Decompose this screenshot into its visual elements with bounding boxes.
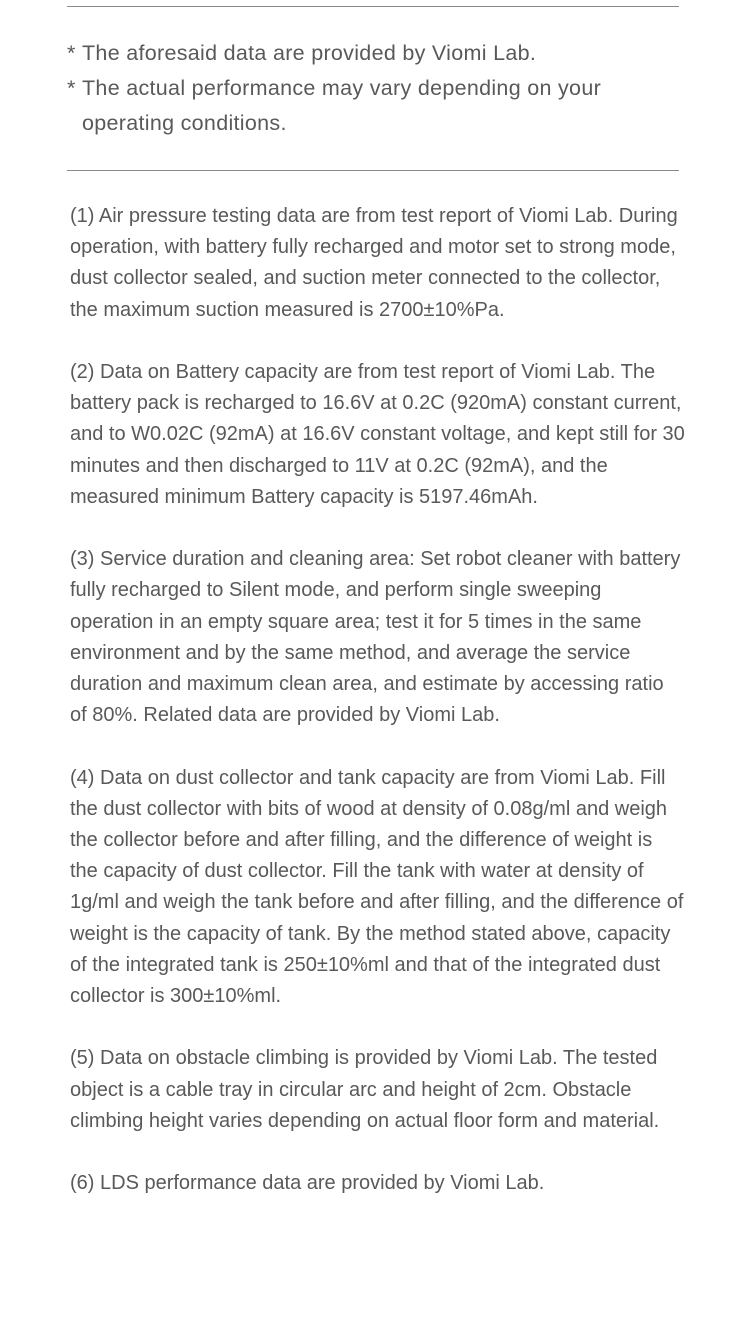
asterisk-marker: * (67, 41, 76, 65)
footnote-lds-performance: (6) LDS performance data are provided by Viomi Lab. (70, 1172, 545, 1195)
disclaimer-notes (67, 36, 679, 141)
top-divider (67, 6, 679, 7)
disclaimer-note (67, 71, 679, 141)
footnotes-section (70, 201, 685, 1231)
section-divider (67, 170, 679, 171)
footnote-service-duration: (3) Service duration and cleaning area: Set robot cleaner with battery fully recharged to Silent mode, and perform single sweeping operation in an empty square area; test it for 5 times in the same environment and by the same method, and average the service duration and maximum clean area, and estimate by accessing ratio of 80%. Related data are provided by Viomi Lab. (70, 548, 681, 727)
disclaimer-note-text: The actual performance may vary depending on your operating conditions. (82, 76, 602, 135)
footnote-dust-tank-capacity: (4) Data on dust collector and tank capacity are from Viomi Lab. Fill the dust collector with bits of wood at density of 0.08g/ml and weigh the collector before and after filling, and the difference of weight is the capacity of dust collector. Fill the tank with water at density of 1g/ml and weigh the tank before and after filling, and the difference of weight is the capacity of tank. By the method stated above, capacity of the integrated tank is 250±10%ml and that of the integrated dust collector is 300±10%ml. (70, 766, 684, 1008)
footnote-obstacle-climbing: (5) Data on obstacle climbing is provided by Viomi Lab. The tested object is a cable tray in circular arc and height of 2cm. Obstacle climbing height varies depending on actual floor form and material. (70, 1047, 660, 1132)
footnote-air-pressure: (1) Air pressure testing data are from test report of Viomi Lab. During operation, with battery fully recharged and motor set to strong mode, dust collector sealed, and suction meter connected to the collector, the maximum suction measured is 2700±10%Pa. (70, 205, 678, 321)
asterisk-marker: * (67, 76, 76, 100)
footnote-battery-capacity: (2) Data on Battery capacity are from test report of Viomi Lab. The battery pack is recharged to 16.6V at 0.2C (920mA) constant current, and to W0.02C (92mA) at 16.6V constant voltage, and kept still for 30 minutes and then discharged to 11V at 0.2C (92mA), and the measured minimum Battery capacity is 5197.46mAh. (70, 361, 685, 508)
disclaimer-note-text: The aforesaid data are provided by Viomi Lab. (82, 41, 537, 65)
disclaimer-note (67, 36, 679, 71)
